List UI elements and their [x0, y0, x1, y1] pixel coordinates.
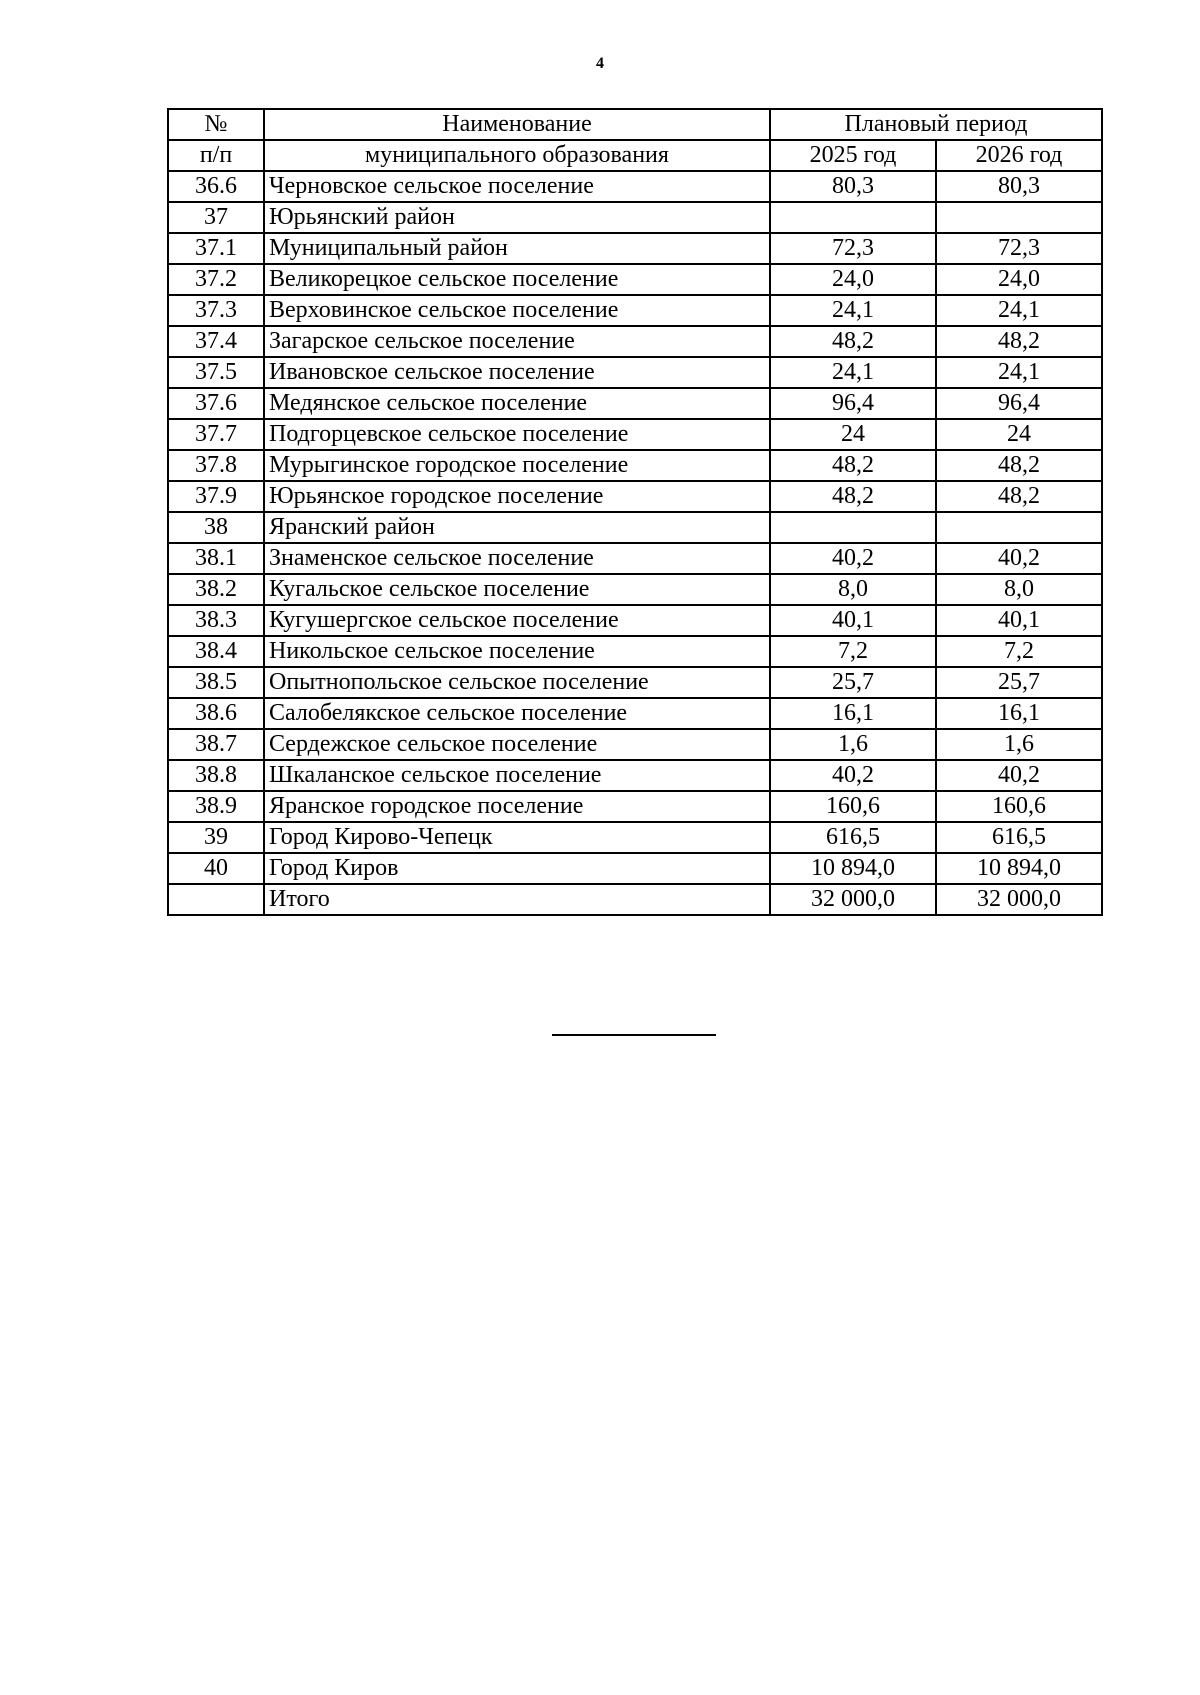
row-name: Кугушергское сельское поселение — [264, 605, 770, 636]
table-row — [168, 202, 1102, 233]
row-name: Знаменское сельское поселение — [264, 543, 770, 574]
row-value-2025: 48,2 — [770, 326, 936, 357]
row-name: Итого — [264, 884, 770, 915]
row-value-2026: 8,0 — [936, 574, 1102, 605]
table-row — [168, 760, 1102, 791]
row-value-2025: 24 — [770, 419, 936, 450]
row-value-2025 — [770, 512, 936, 543]
row-name: Салобелякское сельское поселение — [264, 698, 770, 729]
row-name: Мурыгинское городское поселение — [264, 450, 770, 481]
table-row — [168, 264, 1102, 295]
row-number: 37 — [168, 202, 264, 233]
table-row — [168, 636, 1102, 667]
row-value-2026: 24,1 — [936, 295, 1102, 326]
row-name: Медянское сельское поселение — [264, 388, 770, 419]
row-value-2026: 25,7 — [936, 667, 1102, 698]
row-value-2026: 1,6 — [936, 729, 1102, 760]
row-name: Опытнопольское сельское поселение — [264, 667, 770, 698]
header-row-2 — [168, 140, 1102, 171]
row-name: Муниципальный район — [264, 233, 770, 264]
row-value-2026: 24,0 — [936, 264, 1102, 295]
row-number: 38 — [168, 512, 264, 543]
row-value-2025: 24,1 — [770, 357, 936, 388]
row-name: Юрьянский район — [264, 202, 770, 233]
row-value-2025: 24,0 — [770, 264, 936, 295]
row-value-2026: 24,1 — [936, 357, 1102, 388]
header-num-line2: п/п — [168, 140, 264, 171]
table-row — [168, 791, 1102, 822]
row-value-2025: 48,2 — [770, 481, 936, 512]
row-number: 38.6 — [168, 698, 264, 729]
row-value-2026: 40,2 — [936, 760, 1102, 791]
row-name: Сердежское сельское поселение — [264, 729, 770, 760]
row-number: 37.9 — [168, 481, 264, 512]
row-name: Верховинское сельское поселение — [264, 295, 770, 326]
row-value-2025: 48,2 — [770, 450, 936, 481]
row-number: 38.2 — [168, 574, 264, 605]
row-value-2026: 24 — [936, 419, 1102, 450]
row-number: 38.9 — [168, 791, 264, 822]
table-row — [168, 884, 1102, 915]
page-number: 4 — [596, 55, 604, 72]
row-value-2025: 96,4 — [770, 388, 936, 419]
row-value-2026: 96,4 — [936, 388, 1102, 419]
row-number: 38.3 — [168, 605, 264, 636]
table-row — [168, 822, 1102, 853]
row-value-2025: 160,6 — [770, 791, 936, 822]
header-row-1 — [168, 109, 1102, 140]
row-number: 37.8 — [168, 450, 264, 481]
row-name: Город Кирово-Чепецк — [264, 822, 770, 853]
row-value-2025: 25,7 — [770, 667, 936, 698]
row-value-2026: 160,6 — [936, 791, 1102, 822]
table-header — [168, 109, 1102, 171]
table-row — [168, 543, 1102, 574]
row-value-2026: 616,5 — [936, 822, 1102, 853]
row-value-2026: 48,2 — [936, 450, 1102, 481]
header-num-line1: № — [168, 109, 264, 140]
row-value-2025: 8,0 — [770, 574, 936, 605]
table-row — [168, 698, 1102, 729]
row-name: Юрьянское городское поселение — [264, 481, 770, 512]
row-name: Великорецкое сельское поселение — [264, 264, 770, 295]
table-row — [168, 388, 1102, 419]
row-value-2025: 72,3 — [770, 233, 936, 264]
row-number: 40 — [168, 853, 264, 884]
row-value-2025: 16,1 — [770, 698, 936, 729]
header-name-line2: муниципального образования — [264, 140, 770, 171]
row-name: Город Киров — [264, 853, 770, 884]
header-period: Плановый период — [770, 109, 1102, 140]
row-number: 38.7 — [168, 729, 264, 760]
row-value-2025: 24,1 — [770, 295, 936, 326]
row-number: 38.4 — [168, 636, 264, 667]
header-year-2026: 2026 год — [936, 140, 1102, 171]
row-value-2026: 80,3 — [936, 171, 1102, 202]
header-year-2025: 2025 год — [770, 140, 936, 171]
row-number: 37.7 — [168, 419, 264, 450]
row-number: 37.1 — [168, 233, 264, 264]
separator-line — [552, 1034, 716, 1036]
row-name: Ивановское сельское поселение — [264, 357, 770, 388]
row-value-2026: 40,1 — [936, 605, 1102, 636]
table-row — [168, 512, 1102, 543]
row-value-2025: 7,2 — [770, 636, 936, 667]
row-value-2025: 32 000,0 — [770, 884, 936, 915]
row-number: 37.5 — [168, 357, 264, 388]
row-number — [168, 884, 264, 915]
row-number: 37.3 — [168, 295, 264, 326]
table-row — [168, 419, 1102, 450]
row-value-2026: 72,3 — [936, 233, 1102, 264]
row-name: Кугальское сельское поселение — [264, 574, 770, 605]
row-name: Никольское сельское поселение — [264, 636, 770, 667]
table-row — [168, 357, 1102, 388]
table-row — [168, 605, 1102, 636]
row-value-2025: 40,2 — [770, 543, 936, 574]
row-number: 37.4 — [168, 326, 264, 357]
row-value-2025: 80,3 — [770, 171, 936, 202]
table-row — [168, 729, 1102, 760]
row-number: 38.1 — [168, 543, 264, 574]
allocation-table — [167, 108, 1103, 916]
table-row — [168, 481, 1102, 512]
row-name: Шкаланское сельское поселение — [264, 760, 770, 791]
row-name: Яранский район — [264, 512, 770, 543]
row-value-2025: 10 894,0 — [770, 853, 936, 884]
row-value-2026: 32 000,0 — [936, 884, 1102, 915]
row-value-2025: 616,5 — [770, 822, 936, 853]
row-value-2026: 48,2 — [936, 326, 1102, 357]
row-number: 38.8 — [168, 760, 264, 791]
row-value-2025 — [770, 202, 936, 233]
row-value-2026: 16,1 — [936, 698, 1102, 729]
row-value-2026 — [936, 512, 1102, 543]
row-name: Загарское сельское поселение — [264, 326, 770, 357]
table-row — [168, 233, 1102, 264]
table-row — [168, 667, 1102, 698]
row-value-2025: 40,1 — [770, 605, 936, 636]
row-name: Черновское сельское поселение — [264, 171, 770, 202]
row-value-2025: 40,2 — [770, 760, 936, 791]
row-number: 38.5 — [168, 667, 264, 698]
table-row — [168, 450, 1102, 481]
row-value-2026: 7,2 — [936, 636, 1102, 667]
table-row — [168, 853, 1102, 884]
table-body — [168, 171, 1102, 915]
table-row — [168, 295, 1102, 326]
row-number: 36.6 — [168, 171, 264, 202]
row-value-2025: 1,6 — [770, 729, 936, 760]
table-row — [168, 171, 1102, 202]
row-value-2026: 10 894,0 — [936, 853, 1102, 884]
table-row — [168, 574, 1102, 605]
row-name: Подгорцевское сельское поселение — [264, 419, 770, 450]
header-name-line1: Наименование — [264, 109, 770, 140]
row-name: Яранское городское поселение — [264, 791, 770, 822]
row-value-2026 — [936, 202, 1102, 233]
row-number: 39 — [168, 822, 264, 853]
row-value-2026: 48,2 — [936, 481, 1102, 512]
table-row — [168, 326, 1102, 357]
row-number: 37.6 — [168, 388, 264, 419]
row-value-2026: 40,2 — [936, 543, 1102, 574]
row-number: 37.2 — [168, 264, 264, 295]
